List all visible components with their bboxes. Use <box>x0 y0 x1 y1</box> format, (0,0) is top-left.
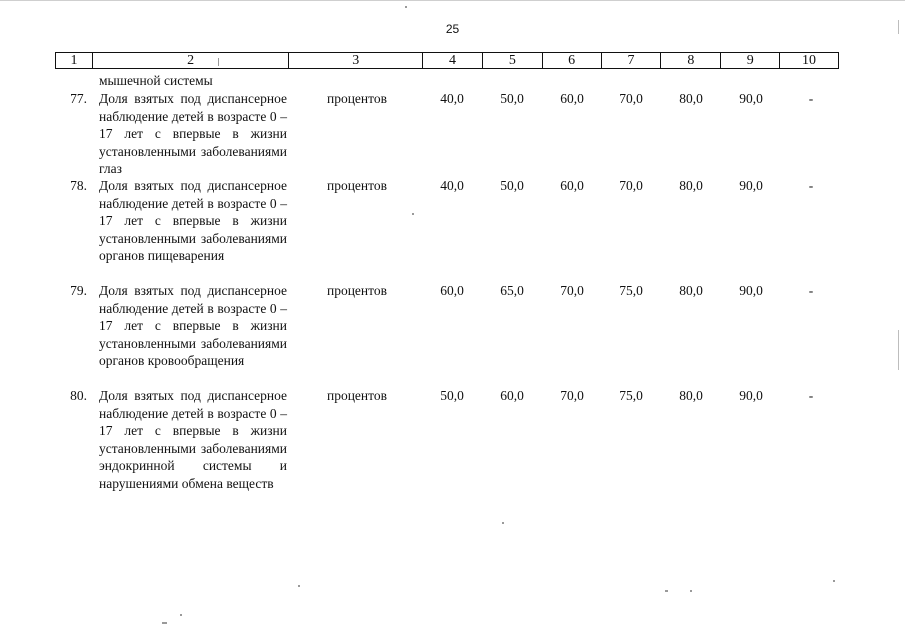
row-value-col7: 75,0 <box>619 388 643 403</box>
scan-speck <box>162 622 167 624</box>
row-value-col10: - <box>808 91 814 106</box>
row-unit: процентов <box>326 283 387 298</box>
row-value-col4: 40,0 <box>440 91 464 106</box>
row-value-col6: 70,0 <box>560 283 584 298</box>
row-value-col8: 80,0 <box>679 388 703 403</box>
row-value-col4: 50,0 <box>440 388 464 403</box>
row-value-col9: 90,0 <box>739 283 763 298</box>
row-value-col9: 90,0 <box>739 388 763 403</box>
header-cell: 3 <box>289 53 423 68</box>
scan-speck <box>218 58 219 66</box>
row-number: 79. <box>70 283 87 298</box>
header-cell: 5 <box>483 53 543 68</box>
row-number: 80. <box>70 388 87 403</box>
scan-artifact <box>898 20 899 34</box>
row-indicator-name: Доля взятых под диспансерное наблюдение детей в возрасте 0 – 17 лет с впервые в жизни установленными заболеваниями органов пищеварения <box>99 178 287 263</box>
scan-edge-line <box>0 0 905 1</box>
header-cell: 6 <box>543 53 602 68</box>
row-value-col6: 60,0 <box>560 91 584 106</box>
scan-artifact <box>898 330 899 370</box>
row-number: 77. <box>70 91 87 106</box>
header-cell: 1 <box>56 53 93 68</box>
scan-speck <box>502 522 504 524</box>
row-value-col7: 75,0 <box>619 283 643 298</box>
row-value-col8: 80,0 <box>679 91 703 106</box>
header-cell: 9 <box>721 53 780 68</box>
header-cell: 7 <box>602 53 662 68</box>
continuation-text: мышечной системы <box>99 73 213 88</box>
row-value-col5: 65,0 <box>500 283 524 298</box>
row-unit: процентов <box>326 178 387 193</box>
table-header-row <box>55 52 839 69</box>
row-indicator-name: Доля взятых под диспансерное наблюдение детей в возрасте 0 – 17 лет с впервые в жизни установленными заболеваниями органов кровообращения <box>99 283 287 368</box>
row-unit: процентов <box>326 388 387 403</box>
row-value-col10: - <box>808 178 814 193</box>
row-number: 78. <box>70 178 87 193</box>
row-indicator-name: Доля взятых под диспансерное наблюдение детей в возрасте 0 – 17 лет с впервые в жизни установленными заболеваниями глаз <box>99 91 287 176</box>
scan-speck <box>690 590 692 592</box>
page-number: 25 <box>445 22 460 36</box>
header-cell: 8 <box>661 53 721 68</box>
scan-speck <box>298 585 300 587</box>
row-value-col9: 90,0 <box>739 178 763 193</box>
scan-speck <box>412 213 414 215</box>
header-cell: 2 <box>93 53 290 68</box>
row-value-col5: 50,0 <box>500 178 524 193</box>
row-value-col4: 60,0 <box>440 283 464 298</box>
scan-speck <box>665 590 668 592</box>
scan-speck <box>405 6 407 8</box>
row-value-col6: 70,0 <box>560 388 584 403</box>
row-unit: процентов <box>326 91 387 106</box>
row-value-col4: 40,0 <box>440 178 464 193</box>
header-cell: 10 <box>802 53 817 68</box>
scan-speck <box>833 580 835 582</box>
row-indicator-name: Доля взятых под диспансерное наблюдение детей в возрасте 0 – 17 лет с впервые в жизни установленными заболеваниями эндокринной системы и нарушениями обмена веществ <box>99 388 287 491</box>
row-value-col5: 50,0 <box>500 91 524 106</box>
header-cell: 4 <box>423 53 483 68</box>
row-value-col7: 70,0 <box>619 91 643 106</box>
row-value-col5: 60,0 <box>500 388 524 403</box>
row-value-col10: - <box>808 283 814 298</box>
row-value-col10: - <box>808 388 814 403</box>
row-value-col7: 70,0 <box>619 178 643 193</box>
scan-speck <box>180 614 182 616</box>
row-value-col6: 60,0 <box>560 178 584 193</box>
row-value-col8: 80,0 <box>679 283 703 298</box>
row-value-col9: 90,0 <box>739 91 763 106</box>
row-value-col8: 80,0 <box>679 178 703 193</box>
